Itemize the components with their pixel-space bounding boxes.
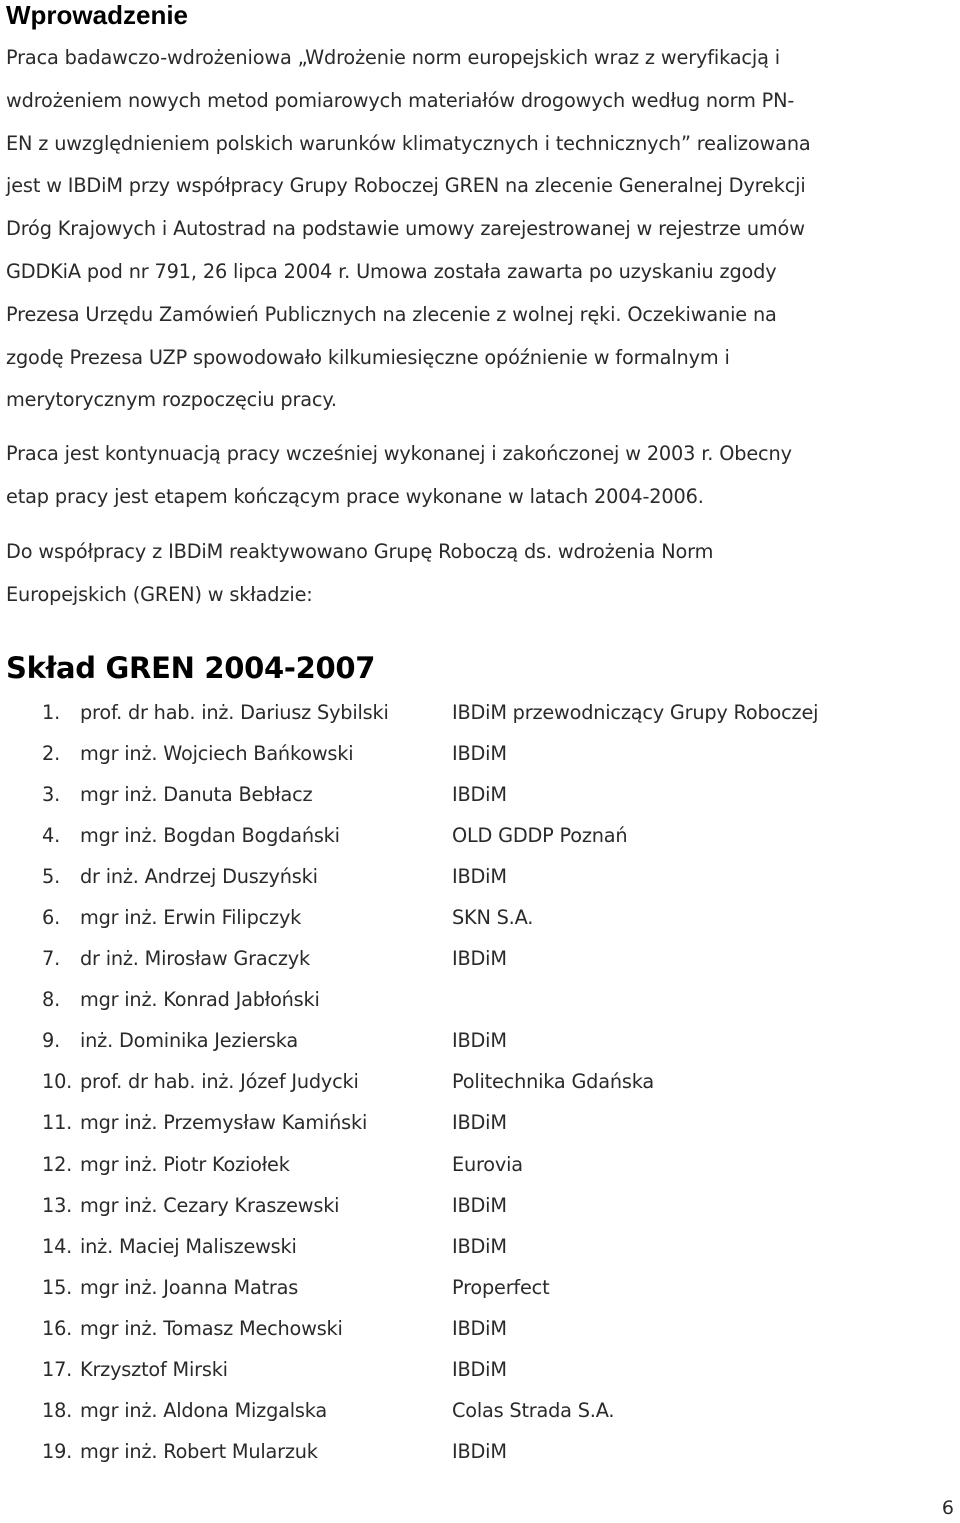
section-title: Wprowadzenie bbox=[6, 0, 189, 30]
member-name: inż. Maciej Maliszewski bbox=[80, 1234, 297, 1258]
member-name: mgr inż. Erwin Filipczyk bbox=[80, 906, 302, 930]
member-org: OLD GDDP Poznań bbox=[452, 824, 628, 848]
member-num: 6. bbox=[42, 906, 60, 930]
member-row bbox=[0, 979, 960, 1020]
member-row bbox=[0, 1267, 960, 1308]
member-org: Colas Strada S.A. bbox=[452, 1398, 615, 1422]
member-name: prof. dr hab. inż. Józef Judycki bbox=[80, 1070, 359, 1094]
member-row bbox=[0, 1102, 960, 1143]
members-title: Skład GREN 2004-2007 bbox=[6, 651, 376, 685]
member-name: prof. dr hab. inż. Dariusz Sybilski bbox=[80, 701, 389, 724]
paragraph-line: Praca jest kontynuacją pracy wcześniej wykonanej i zakończonej w 2003 r. Obecny bbox=[6, 442, 792, 465]
member-name: dr inż. Andrzej Duszyński bbox=[80, 865, 318, 889]
member-name: mgr inż. Aldona Mizgalska bbox=[80, 1398, 327, 1422]
member-row bbox=[0, 733, 960, 774]
paragraph-line: Praca badawczo-wdrożeniowa „Wdrożenie norm europejskich wraz z weryfikacją i bbox=[6, 46, 780, 69]
member-num: 3. bbox=[42, 783, 60, 807]
member-row bbox=[0, 1144, 960, 1185]
member-num: 17. bbox=[42, 1357, 73, 1381]
paragraph-line: Europejskich (GREN) w składzie: bbox=[6, 582, 313, 606]
member-row bbox=[0, 1185, 960, 1226]
member-row bbox=[0, 938, 960, 979]
member-num: 7. bbox=[42, 947, 60, 971]
paragraph-line: zgodę Prezesa UZP spowodowało kilkumiesięczne opóźnienie w formalnym i bbox=[6, 345, 730, 369]
member-name: mgr inż. Konrad Jabłoński bbox=[80, 988, 320, 1012]
member-row bbox=[0, 1390, 960, 1431]
member-row bbox=[0, 1226, 960, 1267]
member-org: Eurovia bbox=[452, 1152, 523, 1176]
member-num: 14. bbox=[42, 1234, 73, 1258]
paragraph-line: etap pracy jest etapem kończącym prace wykonane w latach 2004-2006. bbox=[6, 484, 704, 508]
member-row bbox=[0, 1349, 960, 1390]
member-row bbox=[0, 1308, 960, 1349]
member-name: Krzysztof Mirski bbox=[80, 1357, 228, 1381]
member-org: IBDiM bbox=[452, 1234, 507, 1258]
paragraph-line: Dróg Krajowych i Autostrad na podstawie umowy zarejestrowanej w rejestrze umów bbox=[6, 217, 805, 241]
group-paragraph bbox=[6, 531, 956, 617]
member-org: IBDiM bbox=[452, 1111, 507, 1135]
member-org: IBDiM bbox=[452, 1193, 507, 1217]
member-name: dr inż. Mirosław Graczyk bbox=[80, 947, 310, 971]
member-row bbox=[0, 1061, 960, 1102]
member-num: 4. bbox=[42, 824, 60, 848]
member-name: mgr inż. Bogdan Bogdański bbox=[80, 824, 340, 848]
member-org: IBDiM przewodniczący Grupy Roboczej bbox=[452, 701, 819, 724]
member-row bbox=[0, 856, 960, 897]
member-name: mgr inż. Cezary Kraszewski bbox=[80, 1193, 340, 1217]
member-num: 12. bbox=[42, 1152, 73, 1176]
member-num: 13. bbox=[42, 1193, 73, 1217]
member-org: SKN S.A. bbox=[452, 906, 534, 930]
paragraph-line: EN z uwzględnieniem polskich warunków klimatycznych i technicznych” realizowana bbox=[6, 131, 811, 155]
member-num: 5. bbox=[42, 865, 60, 889]
member-num: 8. bbox=[42, 988, 60, 1012]
member-name: inż. Dominika Jezierska bbox=[80, 1029, 298, 1053]
member-org: IBDiM bbox=[452, 742, 507, 766]
member-name: mgr inż. Tomasz Mechowski bbox=[80, 1316, 343, 1340]
member-num: 19. bbox=[42, 1439, 73, 1463]
member-name: mgr inż. Joanna Matras bbox=[80, 1275, 299, 1299]
member-name: mgr inż. Piotr Koziołek bbox=[80, 1152, 290, 1176]
intro-paragraph bbox=[6, 37, 956, 422]
paragraph-line: wdrożeniem nowych metod pomiarowych materiałów drogowych według norm PN- bbox=[6, 88, 795, 112]
member-row bbox=[0, 774, 960, 815]
member-row bbox=[0, 692, 960, 733]
continuation-paragraph bbox=[6, 433, 956, 519]
page-number: 6 bbox=[941, 1497, 954, 1519]
member-org: IBDiM bbox=[452, 1357, 507, 1381]
member-num: 1. bbox=[42, 701, 60, 724]
member-org: IBDiM bbox=[452, 1439, 507, 1463]
member-num: 18. bbox=[42, 1398, 73, 1422]
member-org: Politechnika Gdańska bbox=[452, 1070, 654, 1094]
members-list bbox=[0, 692, 960, 1472]
paragraph-line: Do współpracy z IBDiM reaktywowano Grupę Roboczą ds. wdrożenia Norm bbox=[6, 540, 714, 563]
member-name: mgr inż. Danuta Bebłacz bbox=[80, 783, 313, 807]
member-org: IBDiM bbox=[452, 1316, 507, 1340]
member-org: Properfect bbox=[452, 1275, 550, 1299]
member-row bbox=[0, 1020, 960, 1061]
paragraph-line: merytorycznym rozpoczęciu pracy. bbox=[6, 388, 337, 412]
member-num: 2. bbox=[42, 742, 60, 766]
member-num: 9. bbox=[42, 1029, 60, 1053]
member-org: IBDiM bbox=[452, 1029, 507, 1053]
member-num: 11. bbox=[42, 1111, 73, 1135]
member-num: 10. bbox=[42, 1070, 73, 1094]
member-num: 15. bbox=[42, 1275, 73, 1299]
member-row bbox=[0, 815, 960, 856]
member-row bbox=[0, 897, 960, 938]
paragraph-line: jest w IBDiM przy współpracy Grupy Roboczej GREN na zlecenie Generalnej Dyrekcji bbox=[6, 174, 806, 198]
paragraph-line: GDDKiA pod nr 791, 26 lipca 2004 r. Umowa została zawarta po uzyskaniu zgody bbox=[6, 259, 777, 283]
member-org: IBDiM bbox=[452, 865, 507, 889]
member-name: mgr inż. Robert Mularzuk bbox=[80, 1439, 318, 1463]
member-num: 16. bbox=[42, 1316, 73, 1340]
member-row bbox=[0, 1431, 960, 1472]
member-name: mgr inż. Przemysław Kamiński bbox=[80, 1111, 368, 1135]
member-org: IBDiM bbox=[452, 947, 507, 971]
member-name: mgr inż. Wojciech Bańkowski bbox=[80, 742, 354, 766]
member-org: IBDiM bbox=[452, 783, 507, 807]
paragraph-line: Prezesa Urzędu Zamówień Publicznych na zlecenie z wolnej ręki. Oczekiwanie na bbox=[6, 302, 777, 326]
